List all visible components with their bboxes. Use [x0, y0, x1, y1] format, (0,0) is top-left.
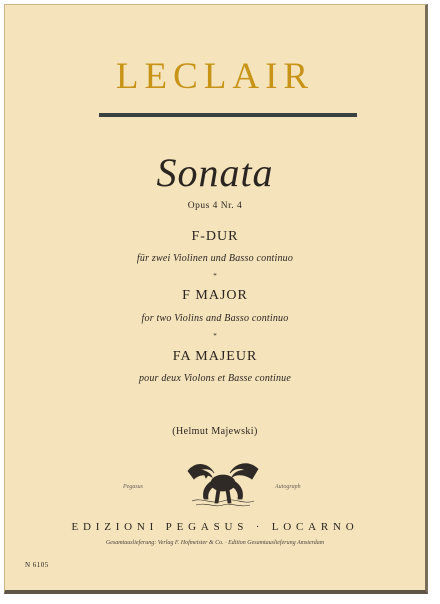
- scoring-french: pour deux Violons et Basse continue: [138, 373, 292, 384]
- key-german: F-DUR: [191, 229, 239, 244]
- work-title: Sonata: [156, 150, 274, 195]
- pegasus-logo-icon: [182, 457, 264, 509]
- logo-caption-right: Autograph: [275, 484, 301, 490]
- scoring-english: for two Violins and Basso continuo: [141, 313, 289, 324]
- imprint-line: Gesamtauslieferung: Verlag F. Hofmeister & Co. · Edition Gesamtauslieferung Amsterdam: [105, 540, 325, 546]
- key-english: F MAJOR: [182, 288, 248, 303]
- separator-star: *: [213, 272, 217, 280]
- editor-credit: (Helmut Majewski): [172, 426, 258, 437]
- publisher-name: EDIZIONI PEGASUS · LOCARNO: [71, 521, 359, 533]
- scoring-german: für zwei Violinen und Basso continuo: [136, 253, 294, 264]
- logo-caption-left: Pegasus: [123, 484, 143, 490]
- key-french: FA MAJEUR: [172, 349, 258, 364]
- separator-star: *: [213, 332, 217, 340]
- opus-number: Opus 4 Nr. 4: [187, 201, 243, 211]
- title-rule: [99, 113, 357, 117]
- score-cover: [4, 4, 428, 594]
- composer-name: LECLAIR: [115, 56, 315, 97]
- plate-number: N 6105: [25, 561, 49, 569]
